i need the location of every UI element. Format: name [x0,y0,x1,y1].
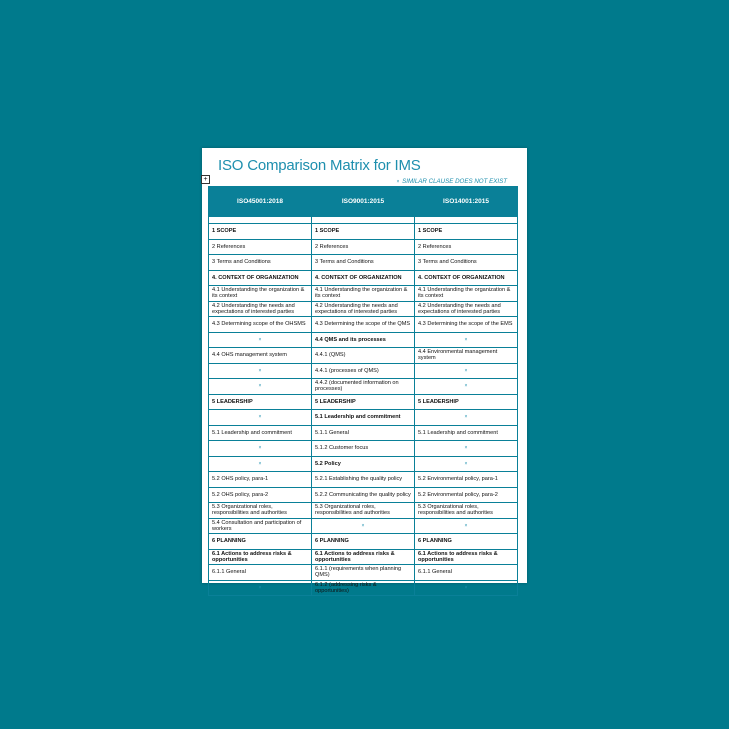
table-cell: 1 SCOPE [209,224,312,240]
table-cell: 4. CONTEXT OF ORGANIZATION [312,270,415,286]
table-cell: 4.4.2 (documented information on processes) [312,379,415,395]
not-exist-mark-icon: × [209,456,312,472]
document-title: ISO Comparison Matrix for IMS [218,157,421,174]
table-cell: 4.2 Understanding the needs and expectations of interested parties [312,301,415,317]
table-cell: 6.1 Actions to address risks & opportunities [415,549,518,565]
table-cell: 4.3 Determining the scope of the EMS [415,317,518,333]
table-row [209,348,518,364]
table-cell: 6.1.1 General [209,565,312,581]
not-exist-mark-icon: × [415,363,518,379]
not-exist-mark-icon: × [396,179,400,185]
document-page [202,148,527,594]
table-cell: 6.1 Actions to address risks & opportunities [209,549,312,565]
table-row [209,472,518,488]
column-header-iso14001: ISO14001:2015 [415,187,518,217]
table-cell: 4.4.1 (processes of QMS) [312,363,415,379]
table-cell: 5.1.1 General [312,425,415,441]
table-cell: 5.3 Organizational roles, responsibilities and authorities [312,503,415,519]
table-row [209,425,518,441]
table-row [209,394,518,410]
table-cell: 5 LEADERSHIP [209,394,312,410]
not-exist-mark-icon: × [209,580,312,596]
table-row [209,549,518,565]
legend-text: SIMILAR CLAUSE DOES NOT EXIST [402,178,507,185]
not-exist-mark-icon: × [209,332,312,348]
table-cell: 4. CONTEXT OF ORGANIZATION [415,270,518,286]
table-row [209,317,518,333]
table-cell: 2 References [209,239,312,255]
table-cell: 4.2 Understanding the needs and expectations of interested parties [209,301,312,317]
table-cell: 3 Terms and Conditions [415,255,518,271]
not-exist-mark-icon: × [209,363,312,379]
table-cell: 6 PLANNING [415,534,518,550]
table-cell: 4.2 Understanding the needs and expectations of interested parties [415,301,518,317]
table-row [209,255,518,271]
table-row [209,503,518,519]
not-exist-mark-icon: × [415,410,518,426]
table-cell: 4.1 Understanding the organization & its context [209,286,312,302]
table-row [209,580,518,596]
table-cell: 5.2 Policy [312,456,415,472]
table-cell: 5.2.2 Communicating the quality policy [312,487,415,503]
table-cell: 5.2 Environmental policy, para-2 [415,487,518,503]
not-exist-mark-icon: × [209,379,312,395]
table-cell: 5 LEADERSHIP [415,394,518,410]
table-cell: 6.1.2 (addressing risks & opportunities) [312,580,415,596]
table-row [209,518,518,534]
table-cell: 1 SCOPE [312,224,415,240]
table-row [209,224,518,240]
table-row [209,487,518,503]
table-cell: 5.1 Leadership and commitment [312,410,415,426]
not-exist-mark-icon: × [415,580,518,596]
table-cell: 4.3 Determining the scope of the QMS [312,317,415,333]
table-cell: 4. CONTEXT OF ORGANIZATION [209,270,312,286]
column-header-iso9001: ISO9001:2015 [312,187,415,217]
table-cell: 2 References [312,239,415,255]
table-cell: 4.4.1 (QMS) [312,348,415,364]
table-row [209,456,518,472]
table-cell: 4.1 Understanding the organization & its context [312,286,415,302]
table-header-row [209,187,518,217]
table-body [209,217,518,596]
table-cell: 5 LEADERSHIP [312,394,415,410]
not-exist-mark-icon: × [312,518,415,534]
table-cell: 1 SCOPE [415,224,518,240]
table-cell: 5.2 Environmental policy, para-1 [415,472,518,488]
table-cell: 6.1.1 (requirements when planning QMS) [312,565,415,581]
not-exist-mark-icon: × [415,441,518,457]
table-cell: 5.4 Consultation and participation of workers [209,518,312,534]
table-cell: 6 PLANNING [312,534,415,550]
not-exist-mark-icon: × [415,379,518,395]
table-cell: 5.2.1 Establishing the quality policy [312,472,415,488]
not-exist-mark-icon: × [209,410,312,426]
table-row [209,239,518,255]
table-row [209,565,518,581]
table-cell: 2 References [415,239,518,255]
table-cell: 4.3 Determining scope of the OHSMS [209,317,312,333]
table-row [209,286,518,302]
table-cell: 5.3 Organizational roles, responsibilities and authorities [209,503,312,519]
table-cell: 3 Terms and Conditions [209,255,312,271]
table-cell: 4.4 Environmental management system [415,348,518,364]
table-row [209,534,518,550]
table-cell: 6.1.1 General [415,565,518,581]
not-exist-mark-icon: × [415,332,518,348]
table-cell: 5.1 Leadership and commitment [415,425,518,441]
table-row [209,332,518,348]
not-exist-mark-icon: × [415,456,518,472]
comparison-table [208,186,518,596]
table-cell: 6 PLANNING [209,534,312,550]
legend-note [396,178,507,185]
table-cell: 5.1.2 Customer focus [312,441,415,457]
table-row [209,410,518,426]
table-cell: 4.4 QMS and its processes [312,332,415,348]
table-row [209,363,518,379]
table-cell: 6.1 Actions to address risks & opportunities [312,549,415,565]
table-row [209,441,518,457]
not-exist-mark-icon: × [209,441,312,457]
table-cell: 5.1 Leadership and commitment [209,425,312,441]
table-move-handle-icon[interactable]: + [201,175,210,184]
table-row [209,379,518,395]
table-spacer [209,217,518,224]
table-row [209,270,518,286]
table-cell: 5.2 OHS policy, para-1 [209,472,312,488]
table-cell: 4.1 Understanding the organization & its context [415,286,518,302]
table-cell: 4.4 OHS management system [209,348,312,364]
table-cell: 5.3 Organizational roles, responsibilities and authorities [415,503,518,519]
table-row [209,301,518,317]
not-exist-mark-icon: × [415,518,518,534]
table-cell: 5.2 OHS policy, para-2 [209,487,312,503]
column-header-iso45001: ISO45001:2018 [209,187,312,217]
table-cell: 3 Terms and Conditions [312,255,415,271]
